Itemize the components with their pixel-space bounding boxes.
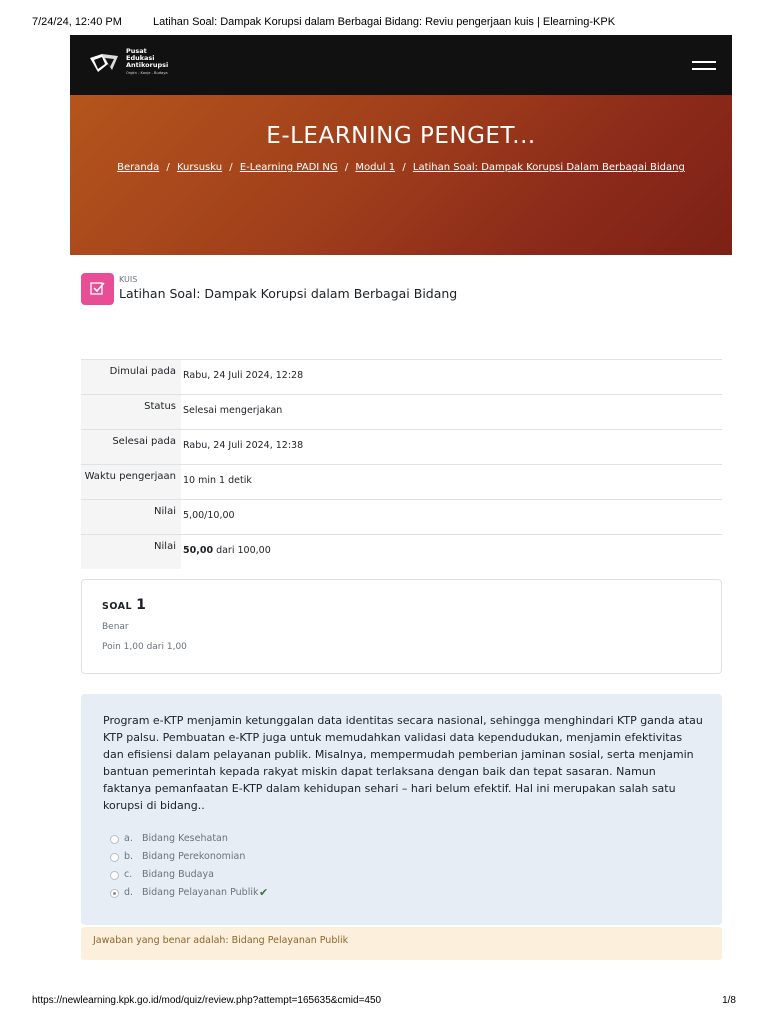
summary-label: Dimulai pada <box>81 360 181 394</box>
question-info-box <box>81 579 722 674</box>
print-date: 7/24/24, 12:40 PM <box>32 16 122 28</box>
summary-label: Waktu pengerjaan <box>81 465 181 499</box>
summary-row-grade <box>81 534 722 569</box>
feedback-text: Jawaban yang benar adalah: Bidang Pelayanan Publik <box>93 935 349 946</box>
breadcrumb-quiz[interactable]: Latihan Soal: Dampak Korupsi Dalam Berbagai Bidang <box>412 162 685 173</box>
summary-value: 50,00 dari 100,00 <box>183 545 271 556</box>
radio-button[interactable] <box>110 871 119 880</box>
breadcrumb: Beranda / Kursusku / E-Learning PADI NG / Modul 1 / Latihan Soal: Dampak Korupsi Dalam Berbagai Bidang <box>117 162 685 173</box>
site-logo[interactable] <box>88 48 208 84</box>
question-state: Benar <box>102 622 129 632</box>
print-document-title: Latihan Soal: Dampak Korupsi dalam Berbagai Bidang: Reviu pengerjaan kuis | Elearning-KPK <box>152 16 616 28</box>
question-number: SOAL 1 <box>102 597 147 613</box>
summary-row-status <box>81 394 722 429</box>
summary-label: Nilai <box>81 500 181 534</box>
print-footer <box>32 995 736 1009</box>
question-content: Program e-KTP menjamin ketunggalan data identitas secara nasional, sehingga menghindari KTP ganda atau KTP palsu. Pembuatan e-KTP juga untuk memudahkan validasi data kependudukan, menjamin efektivitas dan efisiensi dalam pelayanan publik. Misalnya, mempermudah pemberian jaminan sosial, serta menjamin bantuan pemerintah kepada rakyat miskin dapat terlaksana dengan baik dan tepat sasaran. Namun faktanya pemanfaatan E-KTP dalam kehidupan sehari – hari belum efektif. Hal ini merupakan salah satu korupsi di bidang.. a. Bidang Kesehatan b. Bidang Perekonomian c. Bidang Budaya d. Bidang Pelayanan Publik ✔ <box>81 694 722 925</box>
radio-button-selected[interactable] <box>110 889 119 898</box>
print-header <box>32 16 736 30</box>
quiz-summary-table <box>81 359 722 569</box>
summary-label: Selesai pada <box>81 430 181 464</box>
hamburger-menu-icon[interactable] <box>692 59 716 73</box>
summary-row-marks <box>81 499 722 534</box>
summary-value: Rabu, 24 Juli 2024, 12:38 <box>183 440 304 451</box>
top-navbar <box>70 35 732 95</box>
breadcrumb-my-courses[interactable]: Kursusku <box>176 162 223 173</box>
radio-button[interactable] <box>110 853 119 862</box>
page-hero <box>70 95 732 255</box>
summary-value: Selesai mengerjakan <box>183 405 283 416</box>
page-title: E-LEARNING PENGET... <box>266 123 536 149</box>
summary-row-duration <box>81 464 722 499</box>
activity-name: Latihan Soal: Dampak Korupsi dalam Berbagai Bidang <box>119 286 458 301</box>
summary-row-started <box>81 359 722 394</box>
question-text: Program e-KTP menjamin ketunggalan data identitas secara nasional, sehingga menghindari KTP ganda atau KTP palsu. Pembuatan e-KTP juga untuk memudahkan validasi data kependudukan, menjamin efektivitas dan efisiensi dalam pelayanan publik. Misalnya, mempermudah pemberian jaminan sosial, serta menjamin bantuan pemerintah kepada rakyat miskin dapat terlaksana dengan baik dan tepat sasaran. Namun faktanya pemanfaatan E-KTP dalam kehidupan sehari – hari belum efektif. Hal ini merupakan salah satu korupsi di bidang.. <box>103 714 703 812</box>
summary-value: 5,00/10,00 <box>183 510 235 521</box>
summary-value: Rabu, 24 Juli 2024, 12:28 <box>183 370 304 381</box>
print-page-number: 1/8 <box>722 995 736 1006</box>
quiz-check-icon <box>81 273 114 305</box>
activity-header <box>81 273 721 313</box>
logo-mark-icon <box>88 50 122 76</box>
print-url: https://newlearning.kpk.go.id/mod/quiz/review.php?attempt=165635&cmid=450 <box>32 995 382 1006</box>
activity-type-label: KUIS <box>119 275 138 284</box>
right-answer-feedback <box>81 927 722 960</box>
breadcrumb-module[interactable]: Modul 1 <box>355 162 396 173</box>
question-grade: Poin 1,00 dari 1,00 <box>102 642 187 652</box>
radio-button[interactable] <box>110 835 119 844</box>
summary-row-completed <box>81 429 722 464</box>
logo-tagline: Orgkn - Kanje - Budaya <box>126 71 168 75</box>
summary-label: Nilai <box>81 535 181 569</box>
correct-check-icon: ✔ <box>259 886 269 899</box>
summary-value: 10 min 1 detik <box>183 475 252 486</box>
summary-label: Status <box>81 395 181 429</box>
breadcrumb-home[interactable]: Beranda <box>117 162 160 173</box>
logo-wordmark: Pusat Edukasi Antikorupsi <box>126 47 169 69</box>
breadcrumb-course[interactable]: E-Learning PADI NG <box>239 162 338 173</box>
